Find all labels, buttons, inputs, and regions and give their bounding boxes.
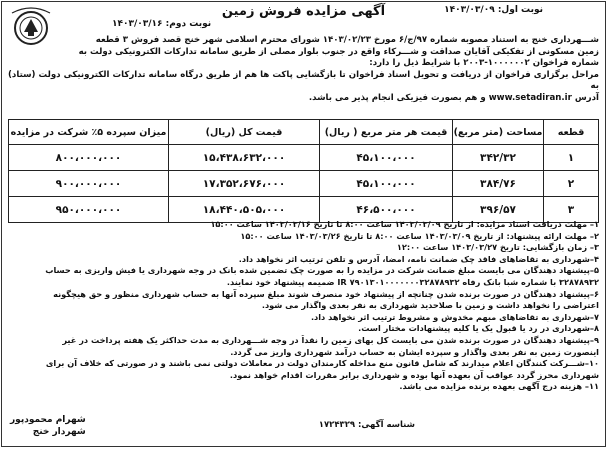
term-item: ۳۲۸۷۸۹۳۲ با شماره شبا بانک رفاه IR ۷۹۰۱۳۰۱۰۰۰۰۰۰۰۳۲۸۷۸۹۳۲ ضمیمه پیشنهاد خود نمایند. [226, 276, 599, 287]
parcel-deposit: ۸۰۰،۰۰۰،۰۰۰ [9, 145, 169, 171]
signer-role: شهردار خنج [32, 427, 86, 437]
intro-line [8, 93, 599, 105]
intro-line: شـــهرداری خنج به استناد مصوبه شماره ۹۷/ج/۶ مورخ ۱۴۰۳/۰۲/۲۳ شورای محترم اسلامی شهر خنج قصد فروش ۳ قطعه [95, 35, 599, 45]
page-title: آگهی مزایده فروش زمین [221, 4, 386, 19]
col-deposit: میزان سپرده ۵٪ شرکت در مزایده [9, 120, 169, 145]
term-item: شهرداری محرز گردد عواقب آن بعهده آنها بوده و شهرداری برابر مقررات اقدام خواهد نمود. [229, 369, 599, 380]
parcel-unit-price: ۴۶،۵۰۰،۰۰۰ [320, 197, 453, 223]
term-item: ۶–پیشنهاد دهندگان در صورت برنده شدن چنانچه از پیشنهاد خود منصرف شوند مبلغ سپرده آنها به حساب شهرداری منظور و حق هیچگونه [53, 288, 599, 299]
parcel-area: ۳۴۲/۳۲ [453, 145, 544, 171]
auction-notice [1, 1, 606, 447]
term-item: ۱– مهلت دریافت اسناد مزایده: از تاریخ ۱۴۰۳/۰۳/۰۹ ساعت ۸:۰۰ تا تاریخ ۱۴۰۳/۰۳/۱۶ ساعت ۱۵:۰۰ [210, 219, 599, 229]
table-row [9, 145, 599, 171]
second-issue-date: نوبت دوم: ۱۴۰۳/۰۳/۱۶ [112, 19, 212, 29]
term-item: اینصورت زمین به نفر بعدی واگذار و سپرده ایشان به حساب درآمد شهرداری واریز می گردد. [230, 346, 599, 357]
col-unit-price: قیمت هر متر مربع ( ریال) [320, 120, 453, 145]
term-item: ۷–شهرداری به تقاضاهای مبهم مخدوش و مشروط ترتیب اثر نخواهد داد. [310, 311, 599, 322]
parcel-total-price: ۱۷،۳۵۲،۶۷۶،۰۰۰ [169, 171, 320, 197]
term-item: ۹–پیشنهاد دهندگان در صورت برنده شدن می بایست کل بهای زمین را نقداً در وجه شـــهرداری به مدت حداکثر یک هفته پرداخت در غیر [62, 334, 599, 345]
signature-block [10, 414, 86, 438]
col-area: مساحت (متر مربع) [453, 120, 544, 145]
parcel-deposit: ۹۰۰،۰۰۰،۰۰۰ [9, 171, 169, 197]
parcel-number: ۳ [544, 197, 599, 223]
parcel-number: ۲ [544, 171, 599, 197]
parcel-area: ۳۹۶/۵۷ [453, 197, 544, 223]
term-item: ۱۱– هزینه درج آگهی بعهده برنده مزایده می باشد. [399, 381, 599, 392]
parcel-unit-price: ۴۵،۱۰۰،۰۰۰ [320, 171, 453, 197]
first-issue-date: نوبت اول: ۱۴۰۳/۰۳/۰۹ [444, 5, 543, 15]
notice-id: شناسه آگهی: ۱۷۲۴۳۲۹ [318, 420, 415, 430]
term-item: اعتراضی را نخواهد داشت و زمین با صلاحدید شهرداری به نفر بعدی واگذار می شود. [261, 300, 599, 311]
parcel-unit-price: ۴۵،۱۰۰،۰۰۰ [320, 145, 453, 171]
term-item: ۱۰–شـــرکت کنندگان اعلام میدارند که شامل قانون منع مداخله کارمندان دولت در معاملات دولتی نمی باشند و در صورتی که خلاف آن برای [45, 358, 599, 369]
col-parcel: قطعه [544, 120, 599, 145]
setad-link[interactable]: www.setadiran.ir [488, 92, 572, 103]
parcel-area: ۳۸۴/۷۶ [453, 171, 544, 197]
term-item: ۴–شهرداری به تقاضاهای فاقد چک ضمانت نامه، امضا، آدرس و تلفن ترتیب اثر نخواهد داد. [238, 253, 599, 264]
terms-list [8, 219, 599, 393]
parcels-table [8, 119, 599, 223]
term-item: ۲– مهلت ارائه پیشنهاد: از تاریخ ۱۴۰۳/۰۳/۰۹ ساعت ۸:۰۰ تا تاریخ ۱۴۰۳/۰۳/۲۶ ساعت ۱۵:۰۰ [240, 230, 599, 241]
table-header-row [9, 120, 599, 145]
parcel-total-price: ۱۵،۴۳۸،۶۳۲،۰۰۰ [169, 145, 320, 171]
parcel-total-price: ۱۸،۴۴۰،۵۰۵،۰۰۰ [169, 197, 320, 223]
term-item: ۸–شهرداری در رد یا قبول یک یا کلیه پیشنهادات مختار است. [358, 323, 599, 334]
address-suffix: و هم بصورت فیزیکی انجام پذیر می باشد. [308, 92, 486, 103]
intro-line: زمین مسکونی از تفکیکی آقایان صداقت و شـــرکاء واقع در جنوب بلوار مصلی از طریق سامانه تدارکات الکترونیکی دولت به [78, 46, 599, 57]
intro-line: شماره فراخوان ۱۰۰۰۰۰۰۲-۲۰۰۳ با شرایط ذیل را دارد: [369, 58, 599, 68]
table-row [9, 171, 599, 197]
signer-name: شهرام محمودپور [10, 415, 86, 425]
term-item: ۵–پیشنهاد دهندگان می بایست مبلغ ضمانت شرکت در مزایده را به صورت چک تضمین شده بانک در وجه شهرداری یا فیش واریزی به حساب [45, 265, 599, 276]
col-total-price: قیمت کل (ریال) [169, 120, 320, 145]
intro-paragraph [8, 35, 599, 104]
intro-line: مراحل برگزاری فراخوان از دریافت و تحویل اسناد فراخوان تا بازگشایی پاکت ها هم از طریق درگاه سامانه تدارکات الکترونیکی دولت (ستاد) به [8, 69, 599, 91]
term-item: ۳– زمان بازگشایی: تاریخ ۱۴۰۳/۰۳/۲۷ ساعت ۱۲:۰۰ [396, 242, 599, 253]
parcel-deposit: ۹۵۰،۰۰۰،۰۰۰ [9, 197, 169, 223]
address-label: آدرس [574, 92, 599, 103]
parcel-number: ۱ [544, 145, 599, 171]
